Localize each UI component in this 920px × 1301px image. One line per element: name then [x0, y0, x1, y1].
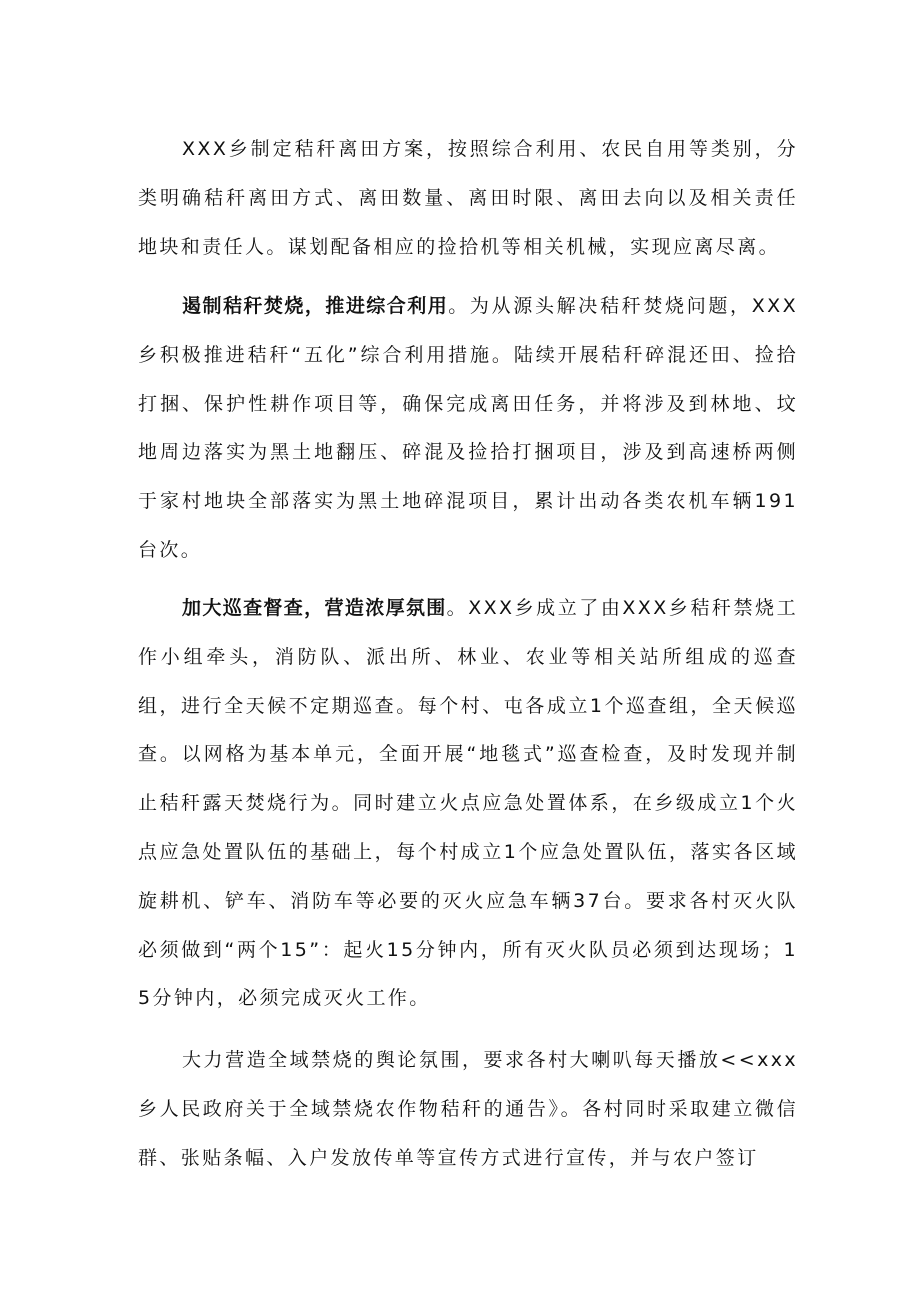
- paragraph-curb-straw-burning: [138, 282, 798, 575]
- paragraph-patrol-inspection: [138, 584, 798, 1023]
- paragraph-text: 。XXX乡成立了由XXX乡秸秆禁烧工作小组牵头，消防队、派出所、林业、农业等相关站所组成的巡查组，进行全天候不定期巡查。每个村、屯各成立1个巡查组，全天候巡查。以网格为基本单元，全面开展“地毯式”巡查检查，及时发现并制止秸秆露天焚烧行为。同时建立火点应急处置体系，在乡级成立1个火点应急处置队伍的基础上，每个村成立1个应急处置队伍，落实各区域旋耕机、铲车、消防车等必要的灭火应急车辆37台。要求各村灭火队必须做到“两个15”：起火15分钟内，所有灭火队员必须到达现场；15分钟内，必须完成灭火工作。: [138, 597, 798, 1010]
- paragraph-text: 大力营造全域禁烧的舆论氛围，要求各村大喇叭每天播放<<xxx乡人民政府关于全域禁烧农作物秸秆的通告》。各村同时采取建立微信群、张贴条幅、入户发放传单等宣传方式进行宣传，并与农户签订: [138, 1049, 798, 1169]
- paragraph-public-opinion: [138, 1036, 798, 1182]
- paragraph-lead-heading: 加大巡查督查，营造浓厚氛围: [182, 597, 447, 619]
- paragraph-text: XXX乡制定秸秆离田方案，按照综合利用、农民自用等类别，分类明确秸秆离田方式、离田数量、离田时限、离田去向以及相关责任地块和责任人。谋划配备相应的捡拾机等相关机械，实现应离尽离。: [138, 138, 798, 258]
- paragraph-lead-heading: 遏制秸秆焚烧，推进综合利用: [182, 295, 449, 317]
- paragraph-text: 。为从源头解决秸秆焚烧问题，XXX乡积极推进秸秆“五化”综合利用措施。陆续开展秸秆碎混还田、捡拾打捆、保护性耕作项目等，确保完成离田任务，并将涉及到林地、坟地周边落实为黑土地翻压、碎混及捡拾打捆项目，涉及到高速桥两侧于家村地块全部落实为黑土地碎混项目，累计出动各类农机车辆191台次。: [138, 295, 798, 561]
- paragraph-straw-removal-plan: [138, 125, 798, 271]
